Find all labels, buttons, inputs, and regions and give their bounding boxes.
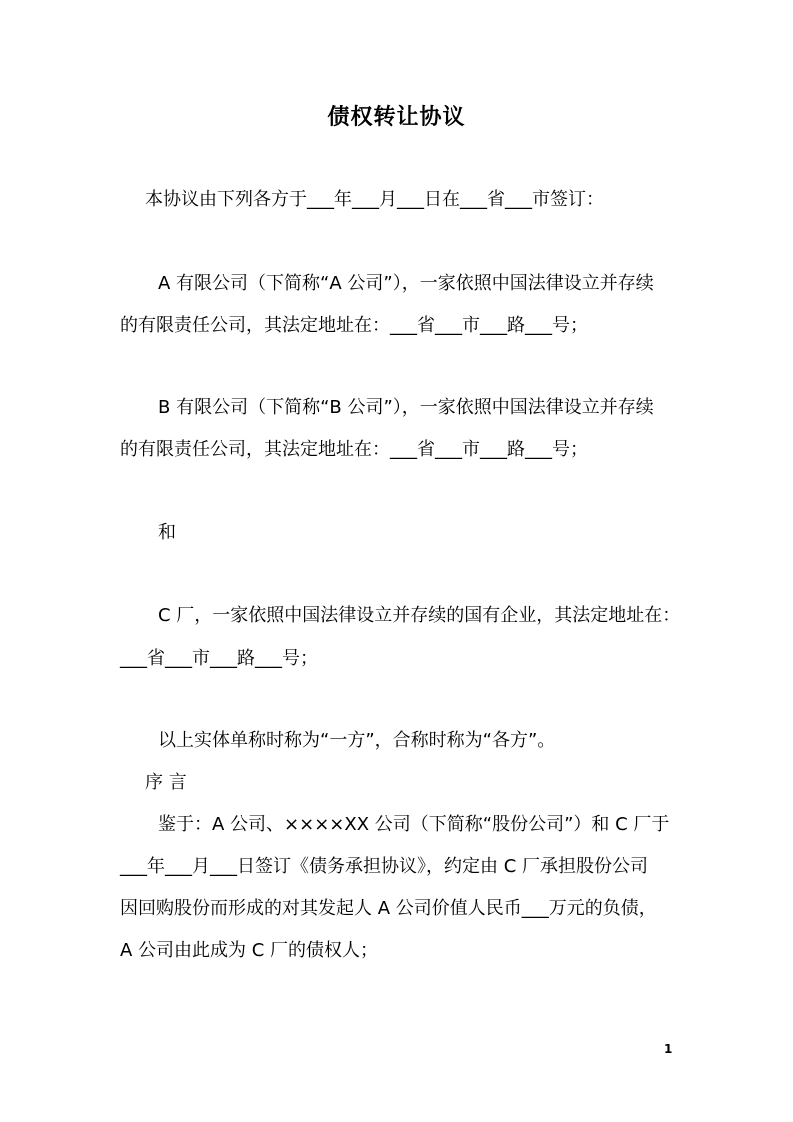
page-number: 1 bbox=[664, 1042, 673, 1056]
preface-line-2: ___年___月___日签订《债务承担协议》，约定由 C 厂承担股份公司 bbox=[120, 856, 649, 877]
intro-paragraph: 本协议由下列各方于___年___月___日在___省___市签订： bbox=[145, 189, 604, 210]
party-c-line-1: C 厂，一家依照中国法律设立并存续的国有企业，其法定地址在： bbox=[158, 605, 681, 626]
party-b-line-1: B 有限公司（下简称“B 公司”），一家依照中国法律设立并存续 bbox=[158, 397, 654, 418]
preface-line-3: 因回购股份而形成的对其发起人 A 公司价值人民币___万元的负债， bbox=[120, 898, 657, 919]
document-title: 债权转让协议 bbox=[327, 105, 466, 130]
party-c-line-2: ___省___市___路___号； bbox=[120, 648, 318, 669]
preface-heading: 序 言 bbox=[145, 772, 187, 793]
party-b-line-2: 的有限责任公司，其法定地址在：___省___市___路___号； bbox=[120, 439, 588, 460]
preface-line-4: A 公司由此成为 C 厂的债权人； bbox=[120, 940, 379, 961]
party-a-line-2: 的有限责任公司，其法定地址在：___省___市___路___号； bbox=[120, 315, 588, 336]
preface-line-1: 鉴于：A 公司、××××XX 公司（下简称“股份公司”）和 C 厂于 bbox=[158, 814, 670, 835]
collective-naming-line: 以上实体单称时称为“一方”，合称时称为“各方”。 bbox=[158, 730, 556, 751]
and-word: 和 bbox=[158, 522, 176, 543]
party-a-line-1: A 有限公司（下简称“A 公司”），一家依照中国法律设立并存续 bbox=[158, 273, 654, 294]
